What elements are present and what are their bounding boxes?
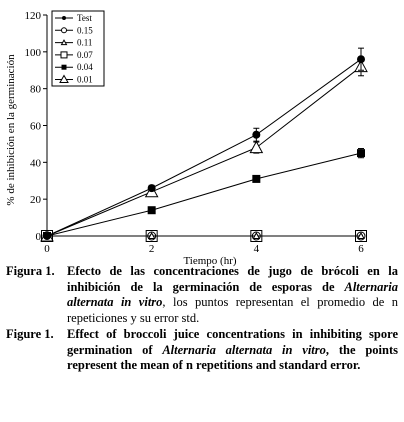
series-0_04-point: [252, 175, 260, 183]
caption-label: Figure 1.: [6, 327, 54, 341]
legend-label: 0.11: [77, 37, 93, 48]
y-tick-label: 40: [30, 157, 41, 170]
figure-captions: [6, 264, 398, 375]
caption-species: Alternaria alternata in vitro: [67, 279, 398, 309]
legend-marker: [62, 65, 67, 70]
caption-part: Efecto de las concentraciones de jugo de brócoli en la inhibición de la germinación de esporas de: [67, 264, 398, 294]
legend-marker: [62, 28, 67, 33]
y-tick-label: 120: [24, 10, 41, 22]
caption-part: , los puntos representan el promedio de n repeticiones y su error std.: [67, 295, 398, 325]
y-tick-label: 0: [35, 231, 41, 243]
caption-english: [6, 327, 398, 374]
legend-marker: [62, 16, 66, 20]
y-tick-label: 20: [30, 194, 41, 207]
legend: [52, 11, 104, 86]
x-axis-title: Tiempo (hr): [183, 255, 237, 267]
caption-part: Effect of broccoli juice concentrations in inhibiting spore germination of: [67, 327, 398, 357]
x-tick-label: 6: [358, 243, 364, 255]
legend-label: 0.07: [77, 49, 93, 60]
y-tick-label: 80: [30, 83, 41, 96]
series-upper-point: [148, 184, 156, 192]
series-0_01-point: [250, 142, 262, 153]
caption-label: Figura 1.: [6, 264, 55, 278]
legend-label: 0.04: [77, 62, 93, 73]
series-0_04-point: [148, 206, 156, 214]
legend-marker: [61, 52, 67, 58]
caption-text: [67, 264, 398, 326]
x-tick-label: 0: [44, 243, 50, 255]
caption-spanish: [6, 264, 398, 326]
x-tick-label: 2: [148, 243, 155, 255]
series-upper-point: [43, 232, 51, 240]
y-tick-label: 60: [30, 120, 41, 133]
series-0_01-line: [47, 67, 361, 236]
series-0_04-point: [357, 149, 365, 157]
series-upper-point: [357, 55, 365, 63]
caption-text: [67, 327, 398, 374]
x-tick-label: 4: [253, 243, 260, 255]
series-0_04-line: [47, 153, 361, 236]
legend-label: Test: [77, 13, 92, 23]
legend-label: 0.01: [77, 74, 93, 85]
y-axis-title: % de inhibición en la germinación: [5, 54, 17, 206]
caption-part: , the points represent the mean of n repetitions and standard error.: [67, 342, 398, 372]
series-upper-point: [252, 131, 260, 139]
legend-label: 0.15: [77, 25, 93, 36]
caption-species: Alternaria alternata in vitro: [162, 342, 326, 357]
y-tick-label: 100: [24, 46, 41, 59]
